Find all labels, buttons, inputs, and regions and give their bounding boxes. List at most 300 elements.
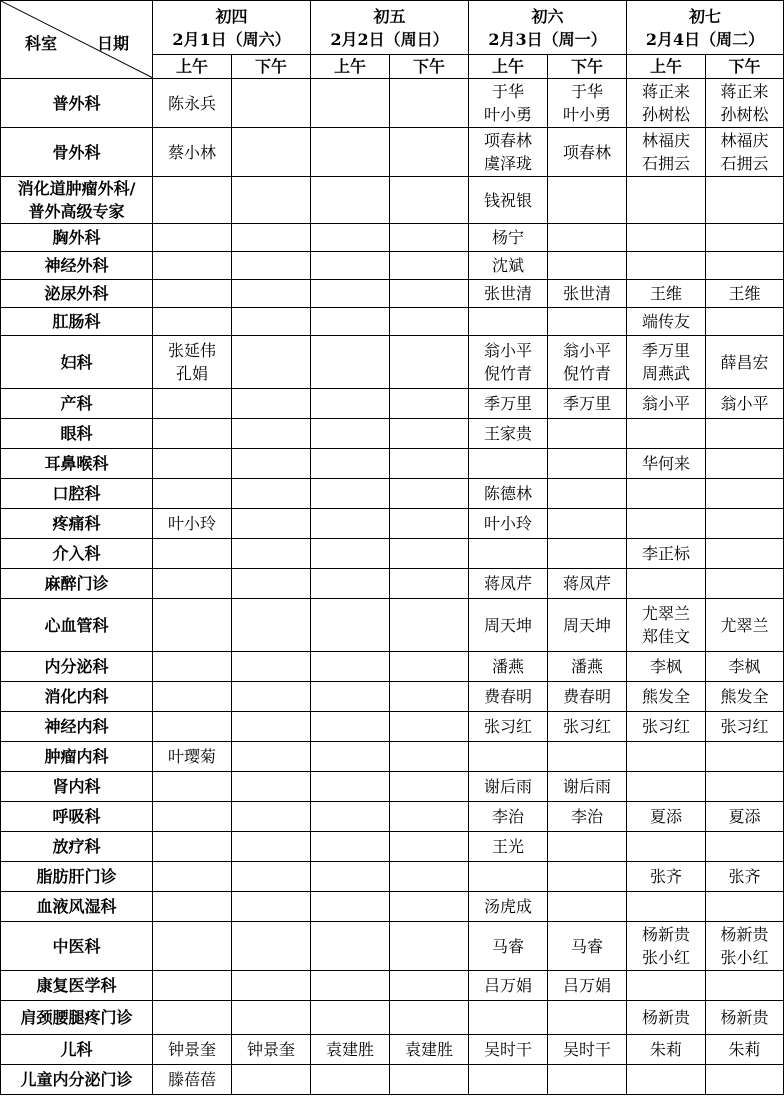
doctor-cell (390, 862, 469, 892)
department-cell: 产科 (1, 389, 153, 419)
doctor-cell (153, 922, 232, 971)
doctor-cell: 夏添 (627, 802, 706, 832)
doctor-cell: 熊发全 (706, 682, 784, 712)
doctor-cell (311, 971, 390, 1001)
doctor-cell (153, 772, 232, 802)
doctor-cell: 杨新贵 (706, 1001, 784, 1035)
corner-date-label: 日期 (97, 34, 130, 53)
doctor-cell: 杨宁 (469, 224, 548, 252)
doctor-cell: 杨新贵 张小红 (706, 922, 784, 971)
doctor-cell (153, 252, 232, 280)
doctor-cell (627, 419, 706, 449)
table-row (1, 336, 784, 389)
table-row (1, 922, 784, 971)
doctor-cell (232, 449, 311, 479)
department-cell: 胸外科 (1, 224, 153, 252)
doctor-cell: 张齐 (627, 862, 706, 892)
doctor-cell: 张习红 (548, 712, 627, 742)
doctor-cell (469, 308, 548, 336)
doctor-cell (627, 742, 706, 772)
doctor-cell (627, 177, 706, 224)
doctor-cell: 夏添 (706, 802, 784, 832)
doctor-cell (390, 177, 469, 224)
pm-header: 下午 (232, 55, 311, 79)
doctor-cell (390, 832, 469, 862)
doctor-cell (232, 742, 311, 772)
doctor-cell (548, 479, 627, 509)
doctor-cell (548, 449, 627, 479)
day-header-4: 初七 2月4日（周二） (627, 1, 784, 55)
doctor-cell (706, 539, 784, 569)
doctor-cell: 周天坤 (548, 599, 627, 652)
doctor-cell (390, 892, 469, 922)
header-row-days (1, 1, 784, 55)
department-cell: 儿科 (1, 1035, 153, 1065)
doctor-cell (390, 79, 469, 128)
doctor-cell (706, 569, 784, 599)
table-row (1, 742, 784, 772)
doctor-cell (153, 479, 232, 509)
doctor-cell: 李枫 (706, 652, 784, 682)
doctor-cell (232, 971, 311, 1001)
doctor-cell: 潘燕 (469, 652, 548, 682)
department-cell: 血液风湿科 (1, 892, 153, 922)
doctor-cell (390, 652, 469, 682)
doctor-cell (390, 682, 469, 712)
doctor-cell: 蔡小林 (153, 128, 232, 177)
doctor-cell (232, 922, 311, 971)
table-row (1, 79, 784, 128)
doctor-cell (390, 308, 469, 336)
doctor-cell: 季万里 (469, 389, 548, 419)
diagonal-line (1, 1, 153, 78)
doctor-cell (390, 1001, 469, 1035)
doctor-cell: 汤虎成 (469, 892, 548, 922)
doctor-cell (627, 479, 706, 509)
doctor-cell: 翁小平 倪竹青 (548, 336, 627, 389)
doctor-cell: 蒋正来 孙树松 (627, 79, 706, 128)
doctor-cell (232, 509, 311, 539)
doctor-cell (232, 177, 311, 224)
department-cell: 康复医学科 (1, 971, 153, 1001)
doctor-cell (311, 922, 390, 971)
table-row (1, 832, 784, 862)
doctor-cell (311, 742, 390, 772)
doctor-cell (232, 772, 311, 802)
doctor-cell (390, 389, 469, 419)
corner-dept-label: 科室 (25, 34, 58, 53)
table-row (1, 177, 784, 224)
doctor-cell (469, 1065, 548, 1095)
doctor-cell: 马睿 (469, 922, 548, 971)
doctor-cell: 钟景奎 (232, 1035, 311, 1065)
doctor-cell: 王维 (627, 280, 706, 308)
doctor-cell: 谢后雨 (548, 772, 627, 802)
doctor-cell: 王维 (706, 280, 784, 308)
doctor-cell: 马睿 (548, 922, 627, 971)
department-cell: 放疗科 (1, 832, 153, 862)
doctor-cell (390, 128, 469, 177)
doctor-cell (153, 569, 232, 599)
doctor-cell (469, 449, 548, 479)
doctor-cell (232, 599, 311, 652)
doctor-cell (311, 177, 390, 224)
table-row (1, 509, 784, 539)
doctor-cell (311, 772, 390, 802)
department-cell: 麻醉门诊 (1, 569, 153, 599)
doctor-cell: 张延伟 孔娟 (153, 336, 232, 389)
doctor-cell (311, 569, 390, 599)
doctor-cell (311, 479, 390, 509)
doctor-cell (469, 742, 548, 772)
department-cell: 儿童内分泌门诊 (1, 1065, 153, 1095)
doctor-cell: 项春林 (548, 128, 627, 177)
doctor-cell (311, 832, 390, 862)
department-cell: 内分泌科 (1, 652, 153, 682)
department-cell: 耳鼻喉科 (1, 449, 153, 479)
doctor-cell (153, 449, 232, 479)
table-row (1, 389, 784, 419)
doctor-cell (548, 224, 627, 252)
table-row (1, 712, 784, 742)
doctor-cell (390, 742, 469, 772)
doctor-cell (232, 862, 311, 892)
doctor-cell (311, 280, 390, 308)
doctor-cell (548, 509, 627, 539)
doctor-cell: 钱祝银 (469, 177, 548, 224)
doctor-cell: 端传友 (627, 308, 706, 336)
table-row (1, 1035, 784, 1065)
doctor-cell (311, 252, 390, 280)
doctor-cell (548, 832, 627, 862)
doctor-cell (627, 224, 706, 252)
doctor-cell (548, 252, 627, 280)
doctor-cell: 季万里 周燕武 (627, 336, 706, 389)
doctor-cell: 吕万娟 (469, 971, 548, 1001)
doctor-cell: 李正标 (627, 539, 706, 569)
doctor-cell (311, 509, 390, 539)
doctor-cell (311, 224, 390, 252)
doctor-cell (311, 802, 390, 832)
doctor-cell: 吕万娟 (548, 971, 627, 1001)
am-header: 上午 (469, 55, 548, 79)
table-row (1, 1001, 784, 1035)
doctor-cell (390, 280, 469, 308)
doctor-cell (627, 569, 706, 599)
doctor-cell: 王家贵 (469, 419, 548, 449)
doctor-cell (706, 177, 784, 224)
doctor-cell (390, 971, 469, 1001)
table-row (1, 892, 784, 922)
doctor-cell (548, 539, 627, 569)
day-header-3: 初六 2月3日（周一） (469, 1, 627, 55)
doctor-cell (311, 128, 390, 177)
department-cell: 疼痛科 (1, 509, 153, 539)
doctor-cell (390, 922, 469, 971)
am-header: 上午 (153, 55, 232, 79)
doctor-cell (153, 712, 232, 742)
day-header-1: 初四 2月1日（周六） (153, 1, 311, 55)
doctor-cell (469, 1001, 548, 1035)
department-cell: 脂肪肝门诊 (1, 862, 153, 892)
doctor-cell (311, 539, 390, 569)
doctor-cell: 叶璎菊 (153, 742, 232, 772)
doctor-cell (153, 308, 232, 336)
table-row (1, 1065, 784, 1095)
doctor-cell: 朱莉 (627, 1035, 706, 1065)
doctor-cell (153, 224, 232, 252)
doctor-cell: 蒋正来 孙树松 (706, 79, 784, 128)
doctor-cell (232, 128, 311, 177)
doctor-cell: 费春明 (469, 682, 548, 712)
doctor-cell (706, 252, 784, 280)
doctor-cell: 王光 (469, 832, 548, 862)
doctor-cell (311, 419, 390, 449)
doctor-cell (311, 389, 390, 419)
doctor-cell (153, 539, 232, 569)
doctor-cell (153, 280, 232, 308)
am-header: 上午 (627, 55, 706, 79)
doctor-cell: 谢后雨 (469, 772, 548, 802)
doctor-cell: 杨新贵 (627, 1001, 706, 1035)
department-cell: 消化内科 (1, 682, 153, 712)
doctor-cell (390, 802, 469, 832)
doctor-cell (706, 419, 784, 449)
pm-header: 下午 (706, 55, 784, 79)
doctor-cell (153, 892, 232, 922)
department-cell: 骨外科 (1, 128, 153, 177)
doctor-cell (153, 1001, 232, 1035)
doctor-cell: 熊发全 (627, 682, 706, 712)
doctor-cell (232, 652, 311, 682)
doctor-cell (390, 599, 469, 652)
doctor-cell: 沈斌 (469, 252, 548, 280)
department-cell: 泌尿外科 (1, 280, 153, 308)
doctor-cell (232, 419, 311, 449)
doctor-cell: 李枫 (627, 652, 706, 682)
doctor-cell (311, 1001, 390, 1035)
doctor-cell (627, 772, 706, 802)
am-header: 上午 (311, 55, 390, 79)
department-cell: 妇科 (1, 336, 153, 389)
doctor-cell: 李治 (548, 802, 627, 832)
doctor-cell (232, 1001, 311, 1035)
doctor-cell (232, 389, 311, 419)
table-row (1, 252, 784, 280)
doctor-cell (153, 832, 232, 862)
table-row (1, 862, 784, 892)
doctor-cell (232, 892, 311, 922)
department-cell: 呼吸科 (1, 802, 153, 832)
doctor-cell (390, 336, 469, 389)
doctor-cell: 于华 叶小勇 (548, 79, 627, 128)
doctor-cell (627, 252, 706, 280)
doctor-cell (390, 1065, 469, 1095)
department-cell: 肩颈腰腿疼门诊 (1, 1001, 153, 1035)
doctor-cell (469, 862, 548, 892)
doctor-cell (706, 509, 784, 539)
department-cell: 肾内科 (1, 772, 153, 802)
doctor-cell: 张世清 (469, 280, 548, 308)
doctor-cell (153, 971, 232, 1001)
doctor-cell (232, 569, 311, 599)
day-header-2: 初五 2月2日（周日） (311, 1, 469, 55)
doctor-cell (706, 742, 784, 772)
doctor-cell (311, 652, 390, 682)
doctor-cell (390, 252, 469, 280)
doctor-cell (390, 419, 469, 449)
table-row (1, 224, 784, 252)
doctor-cell: 张齐 (706, 862, 784, 892)
doctor-cell: 李治 (469, 802, 548, 832)
doctor-cell (548, 742, 627, 772)
doctor-cell (390, 449, 469, 479)
doctor-cell (153, 599, 232, 652)
doctor-cell: 叶小玲 (153, 509, 232, 539)
department-cell: 肛肠科 (1, 308, 153, 336)
doctor-cell (232, 712, 311, 742)
doctor-cell (627, 832, 706, 862)
doctor-cell: 费春明 (548, 682, 627, 712)
doctor-cell (153, 682, 232, 712)
pm-header: 下午 (390, 55, 469, 79)
doctor-cell: 尤翠兰 郑佳文 (627, 599, 706, 652)
doctor-cell (627, 892, 706, 922)
doctor-cell (232, 539, 311, 569)
doctor-cell: 项春林 虞泽珑 (469, 128, 548, 177)
doctor-cell: 朱莉 (706, 1035, 784, 1065)
doctor-cell: 翁小平 倪竹青 (469, 336, 548, 389)
doctor-cell (153, 419, 232, 449)
doctor-cell: 杨新贵 张小红 (627, 922, 706, 971)
doctor-cell: 张习红 (706, 712, 784, 742)
doctor-cell (627, 509, 706, 539)
doctor-cell (548, 1001, 627, 1035)
doctor-cell (627, 971, 706, 1001)
doctor-cell (548, 177, 627, 224)
doctor-cell (232, 802, 311, 832)
doctor-cell: 潘燕 (548, 652, 627, 682)
doctor-cell (390, 479, 469, 509)
doctor-cell: 叶小玲 (469, 509, 548, 539)
doctor-cell (390, 539, 469, 569)
table-row (1, 599, 784, 652)
table-row (1, 308, 784, 336)
table-row (1, 128, 784, 177)
doctor-cell (548, 419, 627, 449)
doctor-cell: 林福庆 石拥云 (627, 128, 706, 177)
doctor-cell (390, 224, 469, 252)
doctor-cell: 华何来 (627, 449, 706, 479)
doctor-cell: 翁小平 (627, 389, 706, 419)
doctor-cell (706, 479, 784, 509)
doctor-cell (706, 308, 784, 336)
doctor-cell: 张习红 (627, 712, 706, 742)
doctor-cell: 滕蓓蓓 (153, 1065, 232, 1095)
doctor-cell: 陈德林 (469, 479, 548, 509)
department-cell: 消化道肿瘤外科/ 普外高级专家 (1, 177, 153, 224)
doctor-cell: 吴时干 (469, 1035, 548, 1065)
doctor-cell (311, 308, 390, 336)
doctor-cell: 薛昌宏 (706, 336, 784, 389)
department-cell: 介入科 (1, 539, 153, 569)
pm-header: 下午 (548, 55, 627, 79)
doctor-cell: 翁小平 (706, 389, 784, 419)
table-row (1, 419, 784, 449)
doctor-cell (311, 892, 390, 922)
table-row (1, 539, 784, 569)
doctor-cell (232, 832, 311, 862)
doctor-cell (153, 802, 232, 832)
doctor-cell (390, 569, 469, 599)
doctor-cell (232, 252, 311, 280)
table-row (1, 569, 784, 599)
department-cell: 眼科 (1, 419, 153, 449)
department-cell: 神经内科 (1, 712, 153, 742)
doctor-cell: 张习红 (469, 712, 548, 742)
table-row (1, 652, 784, 682)
table-row (1, 802, 784, 832)
doctor-cell: 陈永兵 (153, 79, 232, 128)
doctor-cell (706, 832, 784, 862)
doctor-cell (311, 449, 390, 479)
doctor-cell: 蒋凤芹 (548, 569, 627, 599)
table-row (1, 682, 784, 712)
doctor-cell (390, 509, 469, 539)
department-cell: 中医科 (1, 922, 153, 971)
doctor-cell (311, 862, 390, 892)
doctor-cell (706, 449, 784, 479)
doctor-cell (548, 892, 627, 922)
doctor-cell (232, 280, 311, 308)
doctor-cell (390, 712, 469, 742)
doctor-cell: 张世清 (548, 280, 627, 308)
doctor-cell (232, 224, 311, 252)
doctor-cell: 袁建胜 (311, 1035, 390, 1065)
doctor-cell (153, 862, 232, 892)
department-cell: 口腔科 (1, 479, 153, 509)
corner-header-cell (1, 1, 153, 79)
doctor-cell (627, 1065, 706, 1095)
doctor-cell (548, 308, 627, 336)
doctor-cell: 季万里 (548, 389, 627, 419)
doctor-cell: 尤翠兰 (706, 599, 784, 652)
doctor-cell (311, 1065, 390, 1095)
doctor-cell (390, 772, 469, 802)
doctor-cell (232, 79, 311, 128)
doctor-cell: 林福庆 石拥云 (706, 128, 784, 177)
doctor-cell (706, 224, 784, 252)
doctor-cell: 吴时干 (548, 1035, 627, 1065)
doctor-cell (232, 308, 311, 336)
doctor-cell (153, 389, 232, 419)
doctor-cell (311, 79, 390, 128)
doctor-cell (232, 336, 311, 389)
table-row (1, 280, 784, 308)
doctor-cell (706, 971, 784, 1001)
department-cell: 普外科 (1, 79, 153, 128)
doctor-cell: 于华 叶小勇 (469, 79, 548, 128)
doctor-cell (153, 652, 232, 682)
doctor-cell (706, 892, 784, 922)
department-cell: 心血管科 (1, 599, 153, 652)
doctor-cell: 钟景奎 (153, 1035, 232, 1065)
doctor-cell (311, 712, 390, 742)
doctor-cell: 袁建胜 (390, 1035, 469, 1065)
doctor-cell (311, 336, 390, 389)
doctor-cell (153, 177, 232, 224)
doctor-cell (706, 1065, 784, 1095)
